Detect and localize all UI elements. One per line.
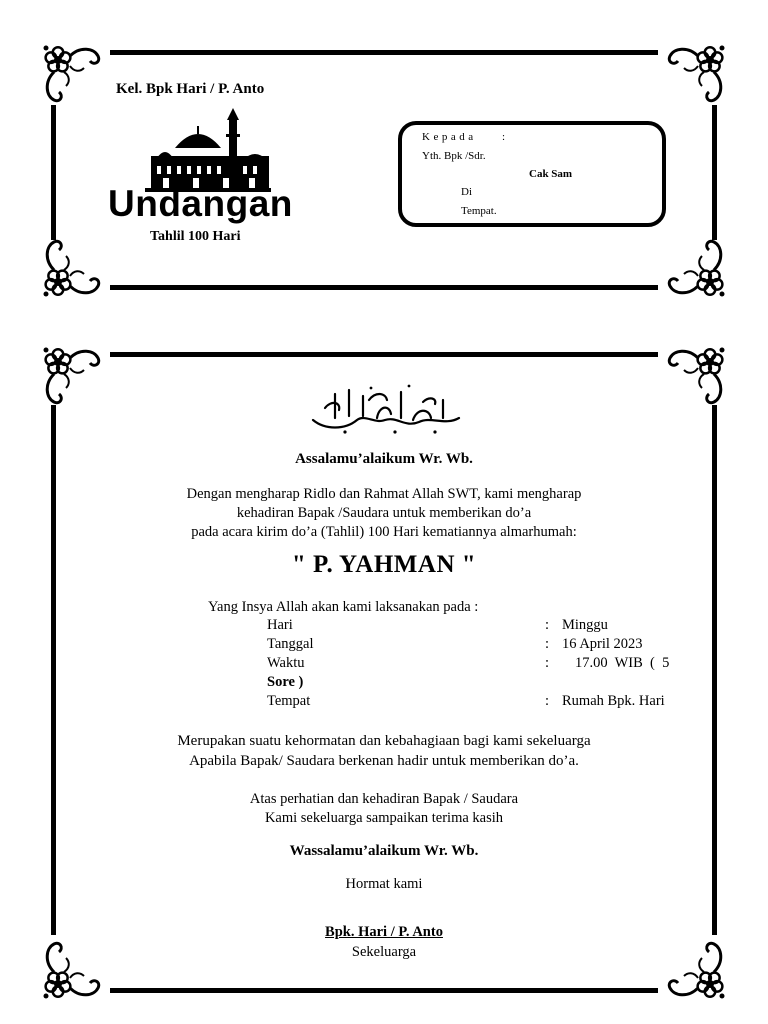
address-di: Di bbox=[461, 186, 472, 198]
schedule-value-waktu: 17.00 WIB ( 5 bbox=[575, 655, 670, 671]
address-salutation: Yth. Bpk /Sdr. bbox=[422, 150, 486, 162]
envelope-title: Undangan bbox=[108, 183, 293, 224]
signer-name: Bpk. Hari / P. Anto bbox=[325, 924, 443, 940]
letter-border-bottom bbox=[110, 988, 658, 993]
floral-corner-ornament-icon bbox=[656, 236, 728, 300]
schedule-value-hari: Minggu bbox=[562, 617, 608, 633]
address-tempat: Tempat. bbox=[461, 205, 497, 217]
schedule-intro: Yang Insya Allah akan kami laksanakan pada : bbox=[208, 599, 479, 615]
schedule-value-waktu-cont: Sore ) bbox=[267, 674, 304, 690]
schedule-label-hari: Hari bbox=[267, 617, 293, 633]
schedule-colon: : bbox=[545, 655, 550, 671]
envelope-family-line: Kel. Bpk Hari / P. Anto bbox=[116, 81, 265, 97]
schedule-value-tanggal: 16 April 2023 bbox=[562, 636, 643, 652]
closing-line: Apabila Bapak/ Saudara berkenan hadir untuk memberikan do’a. bbox=[189, 753, 579, 769]
schedule-colon: : bbox=[545, 617, 550, 633]
intro-line: Dengan mengharap Ridlo dan Rahmat Allah SWT, kami mengharap bbox=[186, 486, 582, 502]
mosque-icon bbox=[143, 108, 273, 192]
envelope-border-top bbox=[110, 50, 658, 55]
schedule-colon: : bbox=[545, 636, 550, 652]
envelope-border-left bbox=[51, 105, 56, 240]
envelope-border-bottom bbox=[110, 285, 658, 290]
thanks-line: Atas perhatian dan kehadiran Bapak / Saudara bbox=[249, 791, 519, 807]
schedule-label-tanggal: Tanggal bbox=[267, 636, 314, 652]
closing-line: Merupakan suatu kehormatan dan kebahagiaan bagi kami sekeluarga bbox=[177, 733, 591, 749]
floral-corner-ornament-icon bbox=[656, 344, 728, 408]
floral-corner-ornament-icon bbox=[40, 236, 112, 300]
signer-wrap bbox=[0, 924, 768, 941]
intro-line: pada acara kirim do’a (Tahlil) 100 Hari kematiannya almarhumah: bbox=[191, 524, 577, 540]
floral-corner-ornament-icon bbox=[656, 42, 728, 106]
envelope-border-right bbox=[712, 105, 717, 240]
opening-greeting: Assalamu’alaikum Wr. Wb. bbox=[295, 451, 473, 467]
address-colon: : bbox=[502, 131, 506, 143]
deceased-name: " P. YAHMAN " bbox=[291, 551, 477, 578]
floral-corner-ornament-icon bbox=[40, 344, 112, 408]
basmala-calligraphy-icon bbox=[305, 380, 465, 440]
letter-border-top bbox=[110, 352, 658, 357]
intro-line: kehadiran Bapak /Saudara untuk memberikan do’a bbox=[236, 505, 532, 521]
schedule-colon: : bbox=[545, 693, 550, 709]
floral-corner-ornament-icon bbox=[40, 42, 112, 106]
envelope-subtitle: Tahlil 100 Hari bbox=[150, 229, 241, 244]
address-kepada: Kepada bbox=[422, 131, 477, 143]
address-recipient: Cak Sam bbox=[529, 168, 573, 180]
thanks-line: Kami sekeluarga sampaikan terima kasih bbox=[264, 810, 504, 826]
schedule-value-tempat: Rumah Bpk. Hari bbox=[562, 693, 665, 709]
schedule-label-waktu: Waktu bbox=[267, 655, 305, 671]
closing-greeting: Wassalamu’alaikum Wr. Wb. bbox=[289, 843, 479, 859]
schedule-label-tempat: Tempat bbox=[267, 693, 311, 709]
signer-family: Sekeluarga bbox=[351, 944, 417, 960]
regards: Hormat kami bbox=[345, 876, 423, 892]
